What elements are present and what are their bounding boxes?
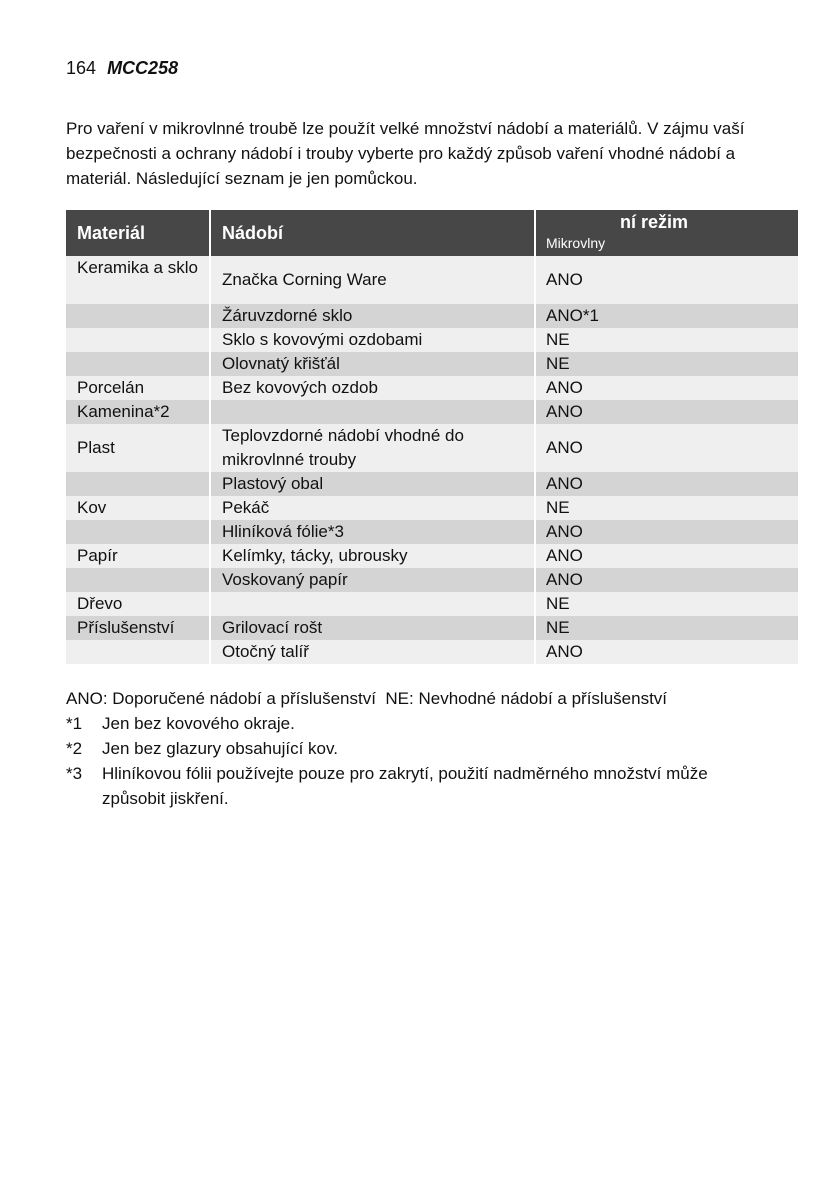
cell-cookware: Teplovzdorné nádobí vhodné do mikrovlnné trouby: [211, 424, 536, 472]
footnote: [66, 711, 766, 736]
cell-material: Porcelán: [66, 376, 211, 400]
model-name: MCC258: [107, 58, 179, 78]
cell-cookware: Kelímky, tácky, ubrousky: [211, 544, 536, 568]
cell-value: NE: [546, 330, 570, 349]
cell-material: Dřevo: [66, 592, 211, 616]
cell-value: NE: [546, 594, 570, 613]
cell-value: ANO: [546, 546, 583, 565]
cell-value: ANO: [546, 522, 583, 541]
footnote-text: Jen bez glazury obsahující kov.: [102, 739, 338, 758]
cell-material: Kamenina*2: [66, 400, 211, 424]
table-row: [66, 568, 798, 592]
table-row: [66, 544, 798, 568]
cell-cookware: Značka Corning Ware: [211, 256, 536, 304]
table-row: [66, 400, 798, 424]
intro-paragraph: Pro vaření v mikrovlnné troubě lze použít velké množství nádobí a materiálů. V zájmu vaší bezpečnosti a ochrany nádobí i trouby vyberte pro každý způsob vaření vhodné nádobí a materiál. Následující seznam je jen pomůckou.: [66, 119, 745, 188]
table-row: [66, 640, 798, 664]
cell-cookware: Hliníková fólie*3: [211, 520, 536, 544]
cell-value: ANO: [546, 474, 583, 493]
cell-cookware: Žáruvzdorné sklo: [211, 304, 536, 328]
cell-material: Kov: [66, 496, 211, 520]
cell-material: [66, 640, 211, 664]
cell-cookware: Pekáč: [211, 496, 536, 520]
legend-line: ANO: Doporučené nádobí a příslušenství NE: Nevhodné nádobí a příslušenství: [66, 689, 668, 708]
cell-cookware: Olovnatý křišťál: [211, 352, 536, 376]
header-mode-sub: Mikrovlny: [546, 235, 606, 251]
table-row: [66, 376, 798, 400]
cell-cookware: Otočný talíř: [211, 640, 536, 664]
cell-material: Plast: [66, 424, 211, 472]
table-row: [66, 424, 798, 472]
table-row: [66, 520, 798, 544]
table-row: [66, 592, 798, 616]
header-mode-title: ní režim: [619, 212, 688, 232]
cell-material: [66, 352, 211, 376]
footnote-mark: *3: [66, 764, 83, 783]
table-row: [66, 304, 798, 328]
cell-cookware: Plastový obal: [211, 472, 536, 496]
cell-cookware: Grilovací rošt: [211, 616, 536, 640]
cell-value: ANO: [546, 642, 583, 661]
footnote-mark: *2: [66, 739, 83, 758]
cookware-table: [66, 210, 798, 664]
cell-value: ANO: [546, 570, 583, 589]
table-row: [66, 328, 798, 352]
table-row: [66, 472, 798, 496]
cell-cookware: Sklo s kovovými ozdobami: [211, 328, 536, 352]
cell-material: [66, 304, 211, 328]
cell-material: Příslušenství: [66, 616, 211, 640]
table-header: [66, 210, 798, 256]
footnote-mark: *1: [66, 714, 83, 733]
table-row: [66, 256, 798, 304]
footnote: [66, 736, 766, 761]
cell-material: Papír: [66, 544, 211, 568]
footnote-text: Jen bez kovového okraje.: [102, 714, 295, 733]
footnote: [66, 761, 766, 811]
page-number: 164: [66, 58, 97, 78]
cell-material: [66, 472, 211, 496]
cell-material: Keramika a sklo: [66, 256, 211, 304]
cell-cookware: [211, 400, 536, 424]
page-header: [66, 58, 178, 79]
table-row: [66, 352, 798, 376]
cell-value: ANO*1: [546, 306, 599, 325]
cell-value: NE: [546, 618, 570, 637]
header-cookware: Nádobí: [211, 210, 536, 256]
header-material: Materiál: [66, 210, 211, 256]
cell-value: ANO: [546, 378, 583, 397]
cell-material: [66, 328, 211, 352]
table-row: [66, 496, 798, 520]
cell-material: [66, 568, 211, 592]
header-mode: [536, 210, 798, 256]
legend-section: [66, 686, 766, 811]
footnote-text: Hliníkovou fólii používejte pouze pro zakrytí, použití nadměrného množství může způsobit jiskření.: [102, 764, 708, 808]
cell-value: NE: [546, 498, 570, 517]
cell-value: NE: [546, 354, 570, 373]
cell-cookware: Bez kovových ozdob: [211, 376, 536, 400]
cell-material: [66, 520, 211, 544]
cell-value: ANO: [546, 270, 583, 289]
cell-value: ANO: [546, 402, 583, 421]
cell-value: ANO: [546, 438, 583, 457]
cell-cookware: Voskovaný papír: [211, 568, 536, 592]
cell-cookware: [211, 592, 536, 616]
table-row: [66, 616, 798, 640]
